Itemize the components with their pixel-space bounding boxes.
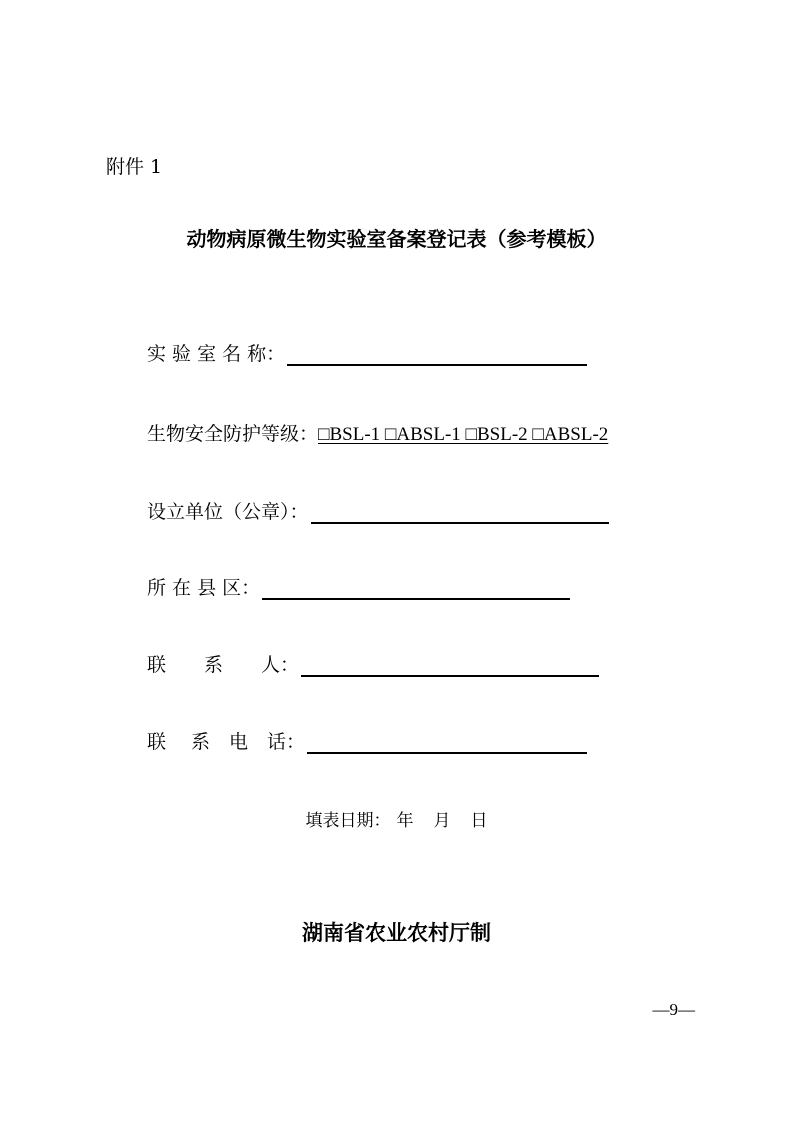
contact-person-row bbox=[147, 647, 599, 677]
county-row bbox=[147, 570, 570, 600]
issuer-line: 湖南省农业农村厅制 bbox=[302, 921, 491, 945]
attachment-label: 附件 1 bbox=[106, 156, 163, 178]
establishing-unit-field[interactable] bbox=[311, 500, 609, 524]
establishing-unit-row bbox=[147, 494, 609, 524]
fill-date-line bbox=[0, 806, 793, 831]
establishing-unit-label: 设立单位（公章）： bbox=[147, 501, 309, 523]
county-field[interactable] bbox=[262, 576, 570, 600]
fill-date-year[interactable]: 年 bbox=[396, 811, 414, 831]
contact-phone-label: 联 系 电 话： bbox=[147, 731, 306, 753]
page-number: —9— bbox=[652, 1000, 695, 1019]
contact-phone-row bbox=[147, 724, 587, 754]
contact-person-label: 联 系 人： bbox=[147, 654, 300, 676]
contact-person-field[interactable] bbox=[301, 653, 599, 677]
fill-date-label: 填表日期： bbox=[305, 811, 391, 831]
fill-date-month[interactable]: 月 bbox=[433, 811, 451, 831]
biosafety-level-row bbox=[147, 416, 608, 446]
biosafety-level-label: 生物安全防护等级： bbox=[147, 423, 319, 445]
lab-name-field[interactable] bbox=[287, 342, 587, 366]
lab-name-row bbox=[147, 336, 587, 366]
contact-phone-field[interactable] bbox=[307, 730, 587, 754]
biosafety-level-options[interactable]: □BSL-1 □ABSL-1 □BSL-2 □ABSL-2 bbox=[318, 424, 609, 445]
fill-date-day[interactable]: 日 bbox=[470, 811, 488, 831]
document-title: 动物病原微生物实验室备案登记表（参考模板） bbox=[186, 227, 607, 251]
county-label: 所 在 县 区： bbox=[147, 577, 261, 599]
lab-name-label: 实 验 室 名 称： bbox=[147, 343, 286, 365]
